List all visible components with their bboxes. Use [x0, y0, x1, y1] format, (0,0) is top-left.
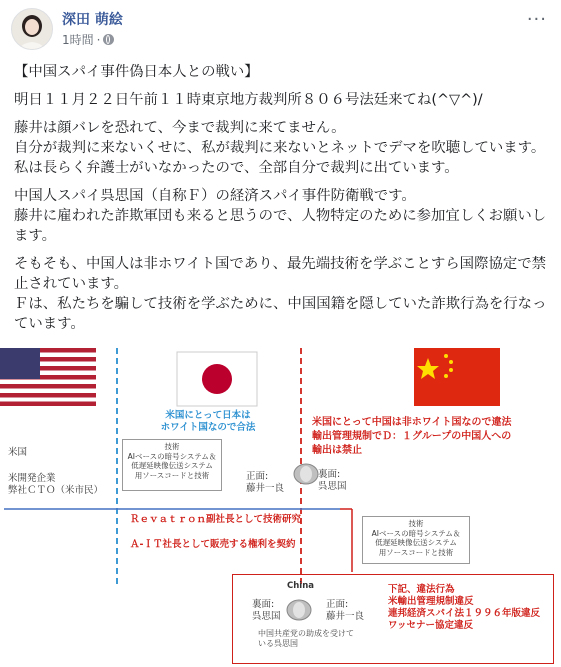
globe-icon: [103, 34, 114, 45]
china-flag-icon: [414, 348, 500, 406]
party-subsidy-note: 中国共産党の助成を受けて いる呉思国: [258, 629, 354, 648]
us-company-label: 米開発企業 弊社ＣＴＯ（米市民）: [8, 473, 104, 496]
post-time[interactable]: 1時間: [62, 33, 94, 47]
back-label-1: 裏面: 呉思国: [318, 469, 347, 492]
meta-separator: ·: [96, 32, 101, 47]
front-label-1: 正面: 藤井一良: [246, 471, 285, 494]
avatar-image: [12, 9, 52, 49]
post-meta: [62, 31, 114, 48]
back-label-2: 裏面: 呉思国: [252, 599, 281, 622]
tech-box-1: 技術 AIベースの暗号システム＆ 低遅延映像伝送システム 用ソースコードと技術: [122, 439, 222, 491]
post-paragraph: 藤井は顔バレを恐れて、今まで裁判に来てません。 自分が裁判に来ないくせに、私が裁判に来ないとネットでデマを吹聴しています。私は長らく弁護士がいなかったので、全部自分で裁判に出ています。: [14, 120, 546, 176]
post-image-diagram[interactable]: [0, 344, 561, 667]
coin-icon: [294, 464, 318, 484]
post-paragraph: そもそも、中国人は非ホワイト国であり、最先端技術を学ぶことすら国際協定で禁止されています。 Ｆは、私たちを騙して技術を学ぶために、中国国籍を隠していた詐欺行為を行なっています。: [14, 256, 547, 332]
revatron-note: Ｒｅｖａｔｒｏｎ副社長として技術研究: [130, 514, 302, 525]
china-label: China: [287, 581, 314, 591]
author-name[interactable]: 深田 萌絵: [62, 12, 123, 28]
post-paragraph: 【中国スパイ事件偽日本人との戦い】: [14, 64, 259, 80]
japan-flag-icon: [177, 352, 257, 406]
violations-list: 下記、違法行為 米輸出管理規制違反 連邦経済スパイ法１９９６年版違反 ワッセナー協定違反: [388, 584, 541, 631]
tech-box-2: 技術 AIベースの暗号システム＆ 低遅延映像伝送システム 用ソースコードと技術: [362, 516, 470, 564]
ait-note: Ａ‐ＩＴ社長として販売する権利を契約: [130, 539, 296, 550]
front-label-2: 正面: 藤井一良: [326, 599, 365, 622]
post-paragraph: 中国人スパイ呉思国（自称Ｆ）の経済スパイ事件防衛戦です。 藤井に雇われた詐欺軍団も来ると思うので、人物特定のために参加宜しくお願いします。: [14, 188, 547, 244]
china-illegal-note: 米国にとって中国は非ホワイト国なので違法 輸出管理規制でＤ：１グループの中国人への 輸出は禁止: [312, 417, 512, 456]
post-paragraph: 明日１１月２２日午前１１時東京地方裁判所８０６号法廷来てね(^▽^)/: [14, 92, 483, 108]
post-body: [14, 62, 554, 342]
post-header: [0, 0, 561, 56]
us-flag-icon: [0, 348, 96, 406]
japan-legal-note: 米国にとって日本は ホワイト国なので合法: [160, 410, 256, 433]
avatar[interactable]: [11, 8, 53, 50]
us-label: 米国: [8, 447, 28, 458]
more-options-button[interactable]: ···: [526, 9, 547, 30]
